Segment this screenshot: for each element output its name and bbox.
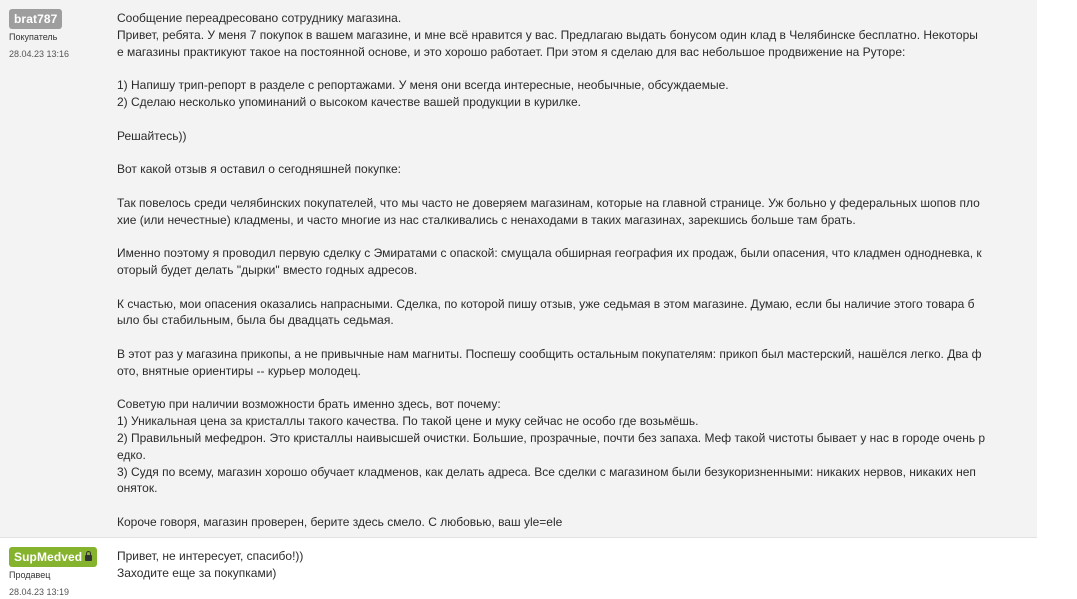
post-text-line bbox=[117, 111, 1031, 128]
post-text-line: 3) Судя по всему, магазин хорошо обучает кладменов, как делать адреса. Все сделки с магазином были безукоризненными: никаких нервов, никаких неп bbox=[117, 464, 976, 479]
user-role: Покупатель bbox=[9, 32, 58, 42]
user-role: Продавец bbox=[9, 569, 51, 580]
post-text-line: оторый будет делать "дырки" вместо годных адресов. bbox=[117, 262, 418, 277]
post-body bbox=[108, 0, 1037, 537]
post-text-line: 1) Напишу трип-репорт в разделе с репортажами. У меня они всегда интересные, необычные, обсуждаемые. bbox=[117, 78, 729, 93]
post-text-line: Сообщение переадресовано сотруднику магазина. bbox=[117, 11, 402, 25]
post-text-line: Короче говоря, магазин проверен, берите здесь смело. С любовью, ваш yle=ele bbox=[117, 514, 563, 529]
post-text-line: Вот какой отзыв я оставил о сегодняшней покупке: bbox=[117, 162, 401, 177]
post-text-line: ото, внятные ориентиры -- курьер молодец. bbox=[117, 363, 361, 378]
post-text-line: В этот раз у магазина прикопы, а не привычные нам магниты. Поспешу сообщить остальным покупателям: прикоп был мастерский, нашёлся легко. Два ф bbox=[117, 346, 982, 361]
post-text-line: 2) Сделаю несколько упоминаний о высоком качестве вашей продукции в курилке. bbox=[117, 94, 581, 109]
post-text-line: Привет, не интересует, спасибо!)) bbox=[117, 548, 304, 563]
post-text-line: е магазины практикуют такое на постоянной основе, и это хорошо работает. При этом я сделаю для вас небольшое продвижение на Руторе: bbox=[117, 44, 906, 59]
post-text-line: К счастью, мои опасения оказались напрасными. Сделка, по которой пишу отзыв, уже седьмая в этом магазине. Думаю, если бы наличие этого товара б bbox=[117, 296, 975, 311]
post-date: 28.04.23 13:19 bbox=[9, 586, 70, 597]
username-badge[interactable] bbox=[9, 9, 62, 29]
post-text-line: 2) Правильный мефедрон. Это кристаллы наивысшей очистки. Большие, прозрачные, почти без запаха. Меф такой чистоты бывает у нас в городе очень р bbox=[117, 430, 986, 445]
post-text-line: хие (или нечестные) кладмены, и часто многие из нас сталкивались с ненаходами в таких магазинах, зарекшись больше там брать. bbox=[117, 212, 856, 227]
post-text-line bbox=[117, 279, 1031, 296]
message-post bbox=[0, 538, 1037, 597]
post-date: 28.04.23 13:16 bbox=[9, 49, 70, 59]
post-author-info bbox=[0, 0, 108, 537]
post-text-line: 1) Уникальная цена за кристаллы такого качества. По такой цене и муку сейчас не особо где возьмёшь. bbox=[117, 414, 699, 429]
post-text-line bbox=[117, 497, 1031, 514]
username[interactable]: SupMedved bbox=[14, 549, 83, 564]
post-text-line: Заходите еще за покупками) bbox=[117, 565, 277, 580]
post-text-line bbox=[117, 144, 1031, 161]
post-text-line bbox=[117, 178, 1031, 195]
post-text-line bbox=[117, 380, 1031, 397]
post-text-line: Привет, ребята. У меня 7 покупок в вашем магазине, и мне всё нравится у вас. Предлагаю выдать бонусом один клад в Челябинске бесплатно. Некоторы bbox=[117, 27, 978, 42]
post-body bbox=[108, 538, 1037, 597]
post-author-info bbox=[0, 538, 108, 597]
post-text-line: Советую при наличии возможности брать именно здесь, вот почему: bbox=[117, 397, 501, 412]
lock-icon bbox=[85, 555, 92, 561]
post-text-line: Так повелось среди челябинских покупателей, что мы часто не доверяем магазинам, которые на главной странице. Уж больно у федеральных шопов пло bbox=[117, 195, 980, 210]
post-text-line bbox=[117, 228, 1031, 245]
post-text-line: Решайтесь)) bbox=[117, 128, 187, 143]
username-badge[interactable] bbox=[9, 547, 97, 567]
post-text-line bbox=[117, 60, 1031, 77]
username[interactable]: brat787 bbox=[14, 12, 58, 26]
post-text-line: оняток. bbox=[117, 481, 158, 496]
post-text-line: Именно поэтому я проводил первую сделку с Эмиратами с опаской: смущала обширная география их продаж, были опасения, что кладмен однодневка, к bbox=[117, 246, 982, 261]
post-text-line bbox=[117, 329, 1031, 346]
post-text-line: едко. bbox=[117, 447, 146, 462]
post-text-line: ыло бы стабильным, была бы двадцать седьмая. bbox=[117, 313, 394, 328]
